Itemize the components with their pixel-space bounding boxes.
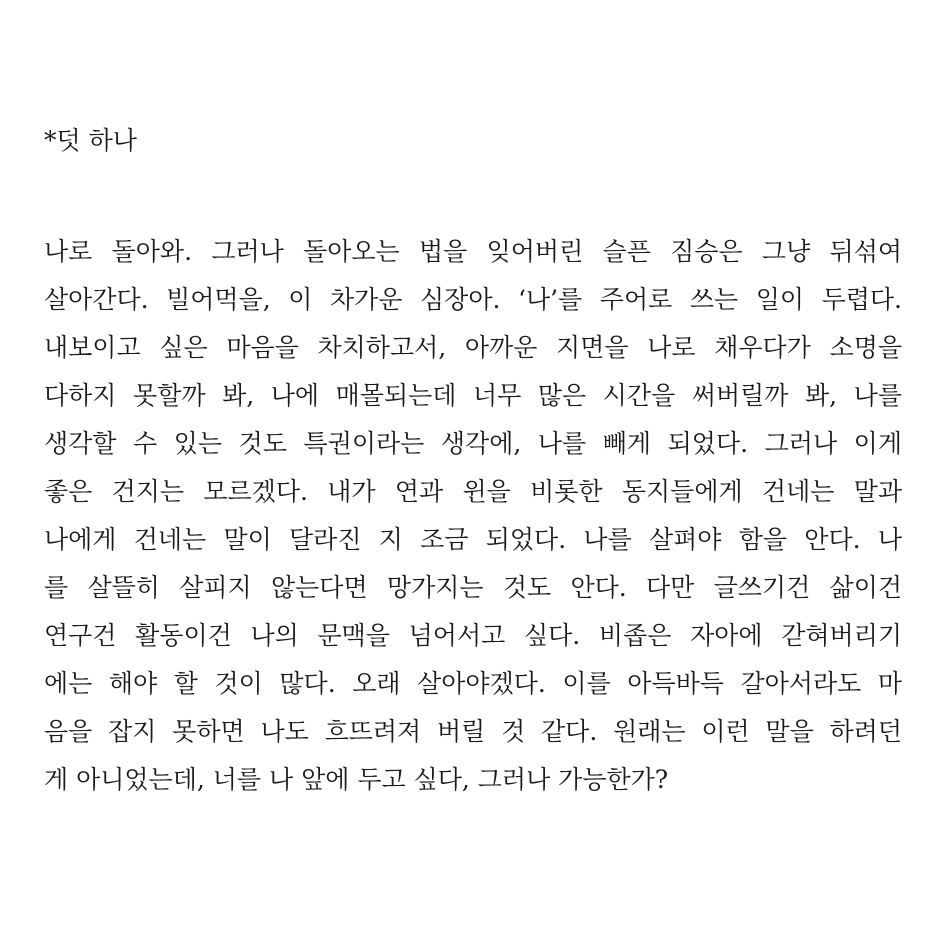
text-line: 살아간다. 빌어먹을, 이 차가운 심장아. ‘나’를 주어로 쓰는 일이 두렵다. [44,285,902,314]
text-line: 음을 잡지 못하면 나도 흐뜨려져 버릴 것 같다. 원래는 이런 말을 하려던 [44,717,902,746]
text-line: 내보이고 싶은 마음을 차치하고서, 아까운 지면을 나로 채우다가 소명을 [44,333,902,362]
text-line: 에는 해야 할 것이 많다. 오래 살아야겠다. 이를 아득바득 갈아서라도 마 [44,669,902,698]
essay-paragraph [44,228,902,804]
text-line: 좋은 건지는 모르겠다. 내가 연과 윈을 비롯한 동지들에게 건네는 말과 [44,477,902,506]
text-line: 다하지 못할까 봐, 나에 매몰되는데 너무 많은 시간을 써버릴까 봐, 나를 [44,381,902,410]
text-line: 나로 돌아와. 그러나 돌아오는 법을 잊어버린 슬픈 짐승은 그냥 뒤섞여 [44,237,902,266]
text-line: 를 살뜰히 살피지 않는다면 망가지는 것도 안다. 다만 글쓰기건 삶이건 [44,573,902,602]
text-line: 게 아니었는데, 너를 나 앞에 두고 싶다, 그러나 가능한가? [44,765,669,794]
text-line: 연구건 활동이건 나의 문맥을 넘어서고 싶다. 비좁은 자아에 갇혀버리기 [44,621,902,650]
section-heading: *덧 하나 [44,126,137,155]
text-line: 나에게 건네는 말이 달라진 지 조금 되었다. 나를 살펴야 함을 안다. 나 [44,525,902,554]
text-line: 생각할 수 있는 것도 특권이라는 생각에, 나를 빼게 되었다. 그러나 이게 [44,429,902,458]
